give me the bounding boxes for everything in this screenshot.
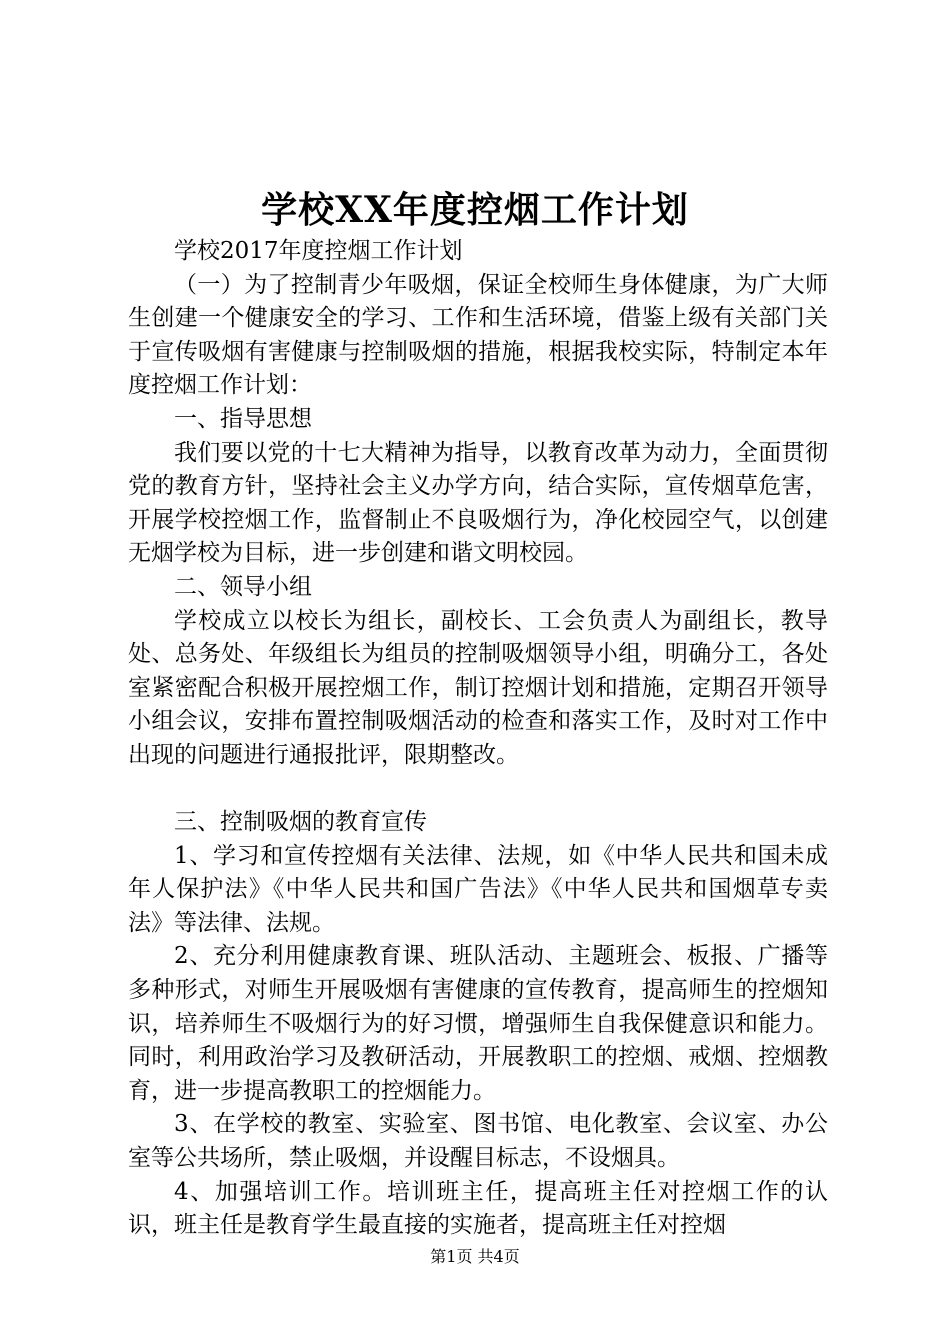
list-item-2: 2、充分利用健康教育课、班队活动、主题班会、板报、广播等多种形式，对师生开展吸烟有害健康的宣传教育，提高师生的控烟知识，培养师生不吸烟行为的好习惯，增强师生自我保健意识和能力。同时，利用政治学习及教研活动，开展教职工的控烟、戒烟、控烟教育，进一步提高教职工的控烟能力。 [128, 943, 828, 1104]
page-footer: 第1页 共4页 [430, 1247, 520, 1266]
section-heading-guiding-thought: 一、指导思想 [174, 405, 312, 432]
paragraph-leadership-group: 学校成立以校长为组长，副校长、工会负责人为副组长，教导处、总务处、年级组长为组员的控制吸烟领导小组，明确分工，各处室紧密配合积极开展控烟工作，制订控烟计划和措施，定期召开领导小组会议，安排布置控制吸烟活动的检查和落实工作，及时对工作中出现的问题进行通报批评，限期整改。 [128, 607, 828, 768]
blank-line [128, 773, 828, 807]
list-item-1: 1、学习和宣传控烟有关法律、法规，如《中华人民共和国未成年人保护法》《中华人民共和国广告法》《中华人民共和国烟草专卖法》等法律、法规。 [128, 842, 828, 936]
paragraph-subtitle: 学校2017年度控烟工作计划 [174, 238, 463, 264]
paragraph-guiding-thought: 我们要以党的十七大精神为指导，以教育改革为动力，全面贯彻党的教育方针，坚持社会主义办学方向，结合实际，宣传烟草危害，开展学校控烟工作，监督制止不良吸烟行为，净化校园空气，以创建无烟学校为目标，进一步创建和谐文明校园。 [128, 439, 828, 567]
section-heading-education-publicity: 三、控制吸烟的教育宣传 [174, 809, 427, 836]
paragraph-intro: （一）为了控制青少年吸烟，保证全校师生身体健康，为广大师生创建一个健康安全的学习、工作和生活环境，借鉴上级有关部门关于宣传吸烟有害健康与控制吸烟的措施，根据我校实际，特制定本年度控烟工作计划： [128, 271, 828, 399]
list-item-4: 4、加强培训工作。培训班主任，提高班主任对控烟工作的认识，班主任是教育学生最直接的实施者，提高班主任对控烟 [128, 1178, 828, 1239]
list-item-3: 3、在学校的教室、实验室、图书馆、电化教室、会议室、办公室等公共场所，禁止吸烟，并设醒目标志，不设烟具。 [128, 1111, 828, 1172]
section-heading-leadership-group: 二、领导小组 [174, 573, 312, 600]
document-body [128, 235, 828, 1243]
document-title: 学校XX年度控烟工作计划 [261, 189, 689, 231]
